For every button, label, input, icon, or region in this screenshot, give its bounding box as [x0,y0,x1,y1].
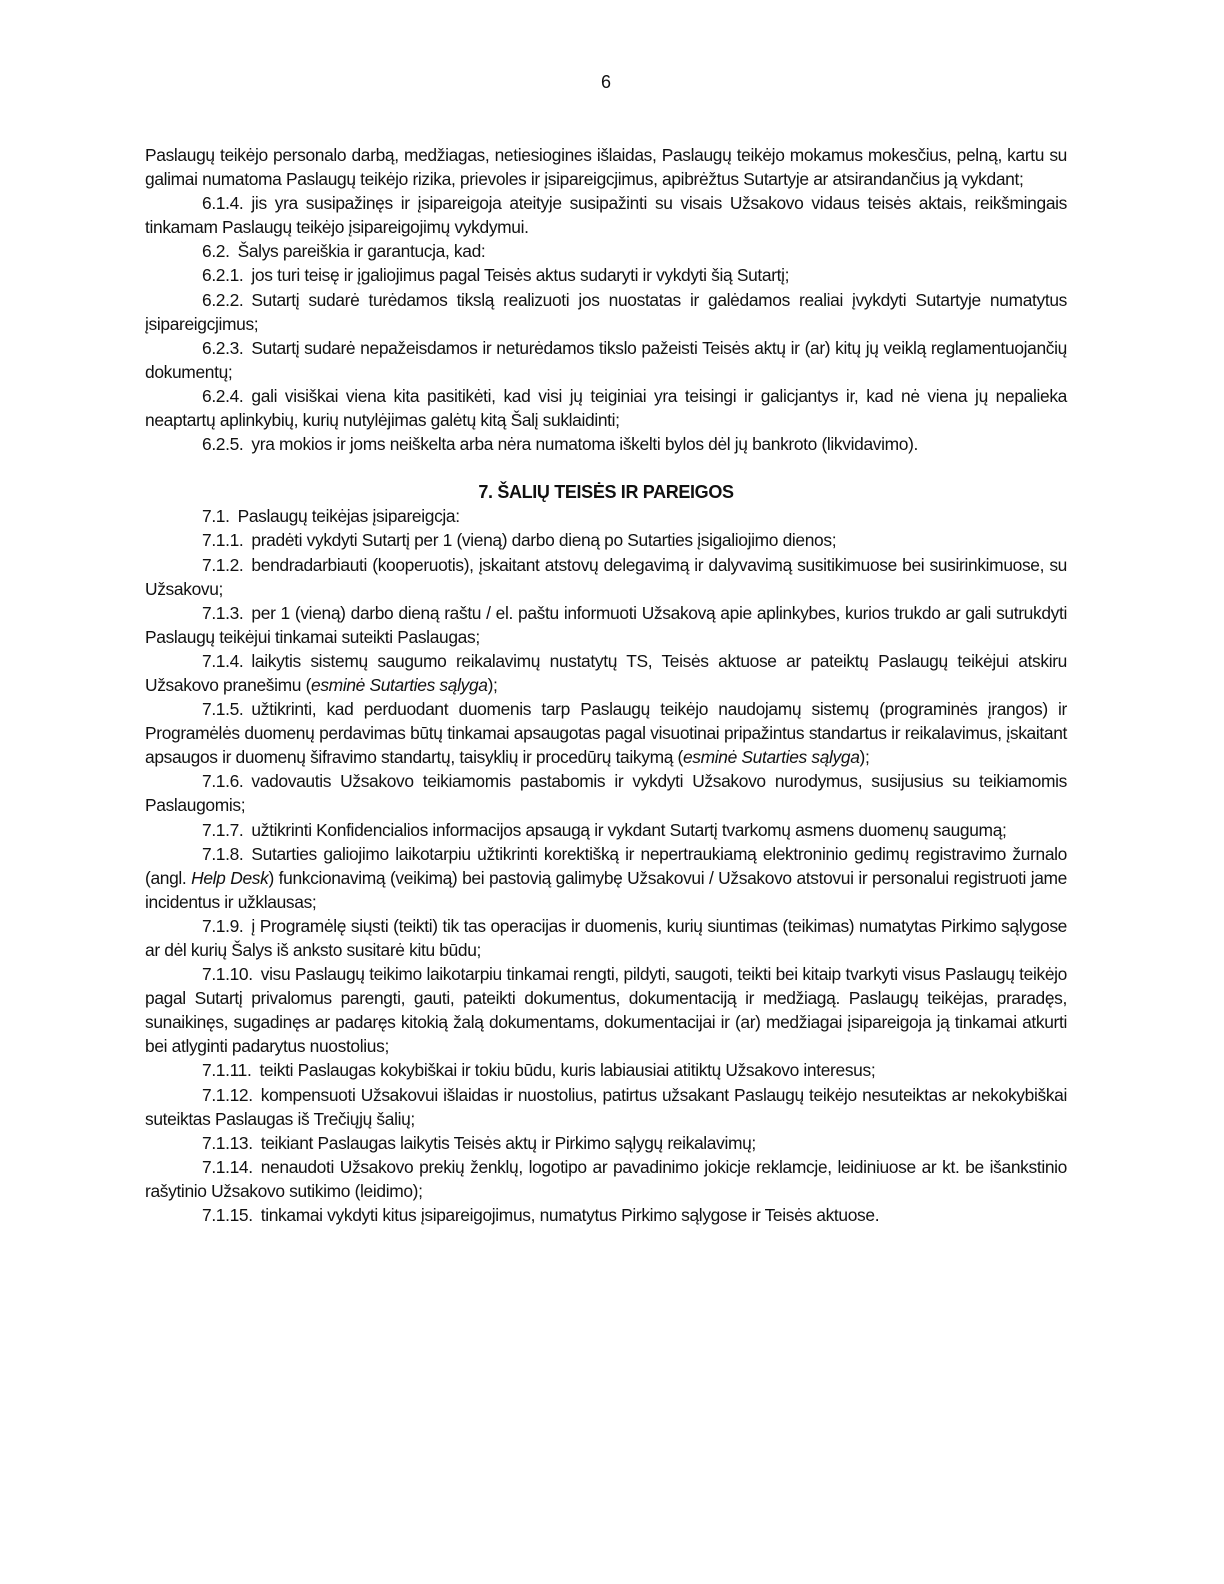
clause-number: 7.1.12. [202,1084,253,1105]
clause-paragraph [145,601,1067,649]
clause-text-italic: esminė Sutarties sąlyga [682,747,860,768]
clause-number: 7.1.2. [202,554,244,575]
clause-text: bendradarbiauti (kooperuotis), įskaitant atstovų delegavimą ir dalyvavimą susitikimuose bei susirinkimuose, su Užsakovu; [145,554,1067,599]
clause-text: Šalys pareiškia ir garantucja, kad: [237,241,486,262]
page-number: 6 [600,72,611,92]
clause-text: Sutartį sudarė turėdamos tikslą realizuoti jos nuostatas ir galėdamos realiai įvykdyti Sutartyje numatytus įsipareigcjimus; [145,289,1067,334]
clause-paragraph [145,143,1067,191]
clause-paragraph [145,962,1067,1058]
clause-text: pradėti vykdyti Sutartį per 1 (vieną) darbo dieną po Sutarties įsigaliojimo dienos; [251,530,837,551]
clause-number: 7.1.9. [202,915,244,936]
clause-paragraph [145,191,1067,239]
clause-number: 6.2.1. [202,265,244,286]
section-6-continuation [145,143,1067,456]
clause-number: 7.1.3. [202,602,244,623]
clause-text: laikytis sistemų saugumo reikalavimų nustatytų TS, Teisės aktuose ar pateiktų Paslaugų teikėjui atskiru Užsakovo pranešimu ( [145,650,1067,695]
clause-number: 7.1.5. [202,699,244,720]
clause-text: tinkamai vykdyti kitus įsipareigojimus, numatytus Pirkimo sąlygose ir Teisės aktuose. [260,1205,880,1226]
clause-number: 7.1.13. [202,1132,253,1153]
document-body [145,143,1067,1227]
clause-text: užtikrinti, kad perduodant duomenis tarp Paslaugų teikėjo naudojamų sistemų (programinės įrangos) ir Programėlės duomenų perdavimas būtų tinkamai apsaugotas pagal visuotinai pripažintus standartus ir reikalavimus, įskaitant apsaugos ir duomenų šifravimo standartų, taisyklių ir procedūrų taikymą ( [145,699,1067,768]
clause-number: 7.1.4. [202,650,244,671]
clause-paragraph [145,1058,1067,1082]
clause-number: 6.2.3. [202,337,244,358]
clause-text-italic: esminė Sutarties sąlyga [311,674,488,695]
clause-paragraph [145,504,1067,528]
clause-text: Paslaugų teikėjo personalo darbą, medžiagas, netiesiogines išlaidas, Paslaugų teikėjo mokamus mokesčius, pelną, kartu su galimai numatoma Paslaugų teikėjo rizika, prievoles ir įsipareigcjimus, apibrėžtus Sutartyje ar atsirandančius ją vykdant; [145,145,1067,190]
clause-text: Sutartį sudarė nepažeisdamos ir neturėdamos tikslo pažeisti Teisės aktų ir (ar) kitų jų veiklą reglamentuojančių dokumentų; [145,337,1067,382]
clause-paragraph [145,553,1067,601]
clause-number: 6.1.4. [202,193,244,214]
clause-number: 7.1.14. [202,1156,253,1177]
clause-number: 6.2.4. [202,385,244,406]
clause-paragraph [145,263,1067,287]
clause-number: 7.1.8. [202,843,244,864]
clause-paragraph [145,239,1067,263]
clause-text: kompensuoti Užsakovui išlaidas ir nuostolius, patirtus užsakant Paslaugų teikėjo nesuteiktas ar nekokybiškai suteiktas Paslaugas iš Trečiųjų šalių; [145,1084,1067,1129]
clause-paragraph [145,769,1067,817]
clause-paragraph [145,914,1067,962]
clause-paragraph [145,842,1067,914]
clause-text: ); [859,747,870,768]
clause-text: yra mokios ir joms neiškelta arba nėra numatoma iškelti bylos dėl jų bankroto (likvidavimo). [251,434,919,455]
section-7 [145,504,1067,1227]
clause-number: 6.2.5. [202,434,244,455]
clause-text: Paslaugų teikėjas įsipareigcja: [237,506,460,527]
clause-text-italic: Help Desk [191,867,269,888]
clause-paragraph [145,1131,1067,1155]
clause-paragraph [145,528,1067,552]
clause-text: vadovautis Užsakovo teikiamomis pastabomis ir vykdyti Užsakovo nurodymus, susijusius su teikiamomis Paslaugomis; [145,771,1067,816]
clause-number: 7.1.15. [202,1205,253,1226]
clause-number: 7.1.1. [202,530,244,551]
clause-text: teikiant Paslaugas laikytis Teisės aktų ir Pirkimo sąlygų reikalavimų; [260,1132,756,1153]
clause-text: nenaudoti Užsakovo prekių ženklų, logotipo ar pavadinimo jokicje reklamcje, leidiniuose ar kt. be išankstinio rašytinio Užsakovo sutikimo (leidimo); [145,1156,1067,1201]
clause-paragraph [145,649,1067,697]
clause-paragraph [145,288,1067,336]
clause-number: 7.1.6. [202,771,244,792]
clause-paragraph [145,336,1067,384]
clause-number: 7.1. [202,506,230,527]
clause-paragraph [145,697,1067,769]
clause-paragraph [145,1155,1067,1203]
clause-number: 7.1.11. [202,1060,252,1081]
clause-number: 7.1.10. [202,964,253,985]
section-heading: 7. ŠALIŲ TEISĖS IR PAREIGOS [478,482,734,503]
clause-paragraph [145,1203,1067,1227]
clause-text: visu Paslaugų teikimo laikotarpiu tinkamai rengti, pildyti, saugoti, teikti bei kitaip tvarkyti visus Paslaugų teikėjo pagal Sutartį privalomus parengti, gauti, pateikti dokumentus, dokumentaciją ir medžiagą. Paslaugų teikėjas, praradęs, sunaikinęs, sugadinęs ar padaręs kitokią žalą dokumentams, dokumentacijai ir (ar) medžiagai įsipareigoja ją tinkamai atkurti bei atlyginti padarytus nuostolius; [145,964,1067,1057]
clause-paragraph [145,818,1067,842]
clause-number: 7.1.7. [202,819,244,840]
clause-text: per 1 (vieną) darbo dieną raštu / el. paštu informuoti Užsakovą apie aplinkybes, kurios trukdo ar gali sutrukdyti Paslaugų teikėjui tinkamai suteikti Paslaugas; [145,602,1067,647]
clause-text: gali visiškai viena kita pasitikėti, kad visi jų teiginiai yra teisingi ir galicjantys ir, kad nė viena jų nepalieka neaptartų aplinkybių, kurių nutylėjimas galėtų kitą Šalį suklaidinti; [145,385,1067,431]
clause-number: 6.2. [202,241,230,262]
clause-text: jos turi teisę ir įgaliojimus pagal Teisės aktus sudaryti ir vykdyti šią Sutartį; [251,265,790,286]
clause-paragraph [145,432,1067,456]
clause-text: ) funkcionavimą (veikimą) bei pastovią galimybę Užsakovui / Užsakovo atstovui ir personalui registruoti jame incidentus ir užklausas; [145,867,1068,912]
clause-text: ); [487,674,498,695]
clause-text: jis yra susipažinęs ir įsipareigoja ateityje susipažinti su visais Užsakovo vidaus teisės aktais, reikšmingais tinkamam Paslaugų teikėjo įsipareigojimų vykdymui. [145,193,1067,238]
clause-number: 6.2.2. [202,289,244,310]
clause-text: Sutarties galiojimo laikotarpiu užtikrinti korektišką ir nepertraukiamą elektroninio gedimų registravimo žurnalo (angl. [145,843,1067,888]
clause-paragraph [145,1083,1067,1131]
clause-text: į Programėlę siųsti (teikti) tik tas operacijas ir duomenis, kurių siuntimas (teikimas) numatytas Pirkimo sąlygose ar dėl kurių Šalys iš anksto susitarė kitu būdu; [145,915,1067,960]
clause-text: teikti Paslaugas kokybiškai ir tokiu būdu, kuris labiausiai atitiktų Užsakovo interesus; [259,1060,876,1081]
clause-text: užtikrinti Konfidencialios informacijos apsaugą ir vykdant Sutartį tvarkomų asmens duomenų saugumą; [251,819,1007,840]
clause-paragraph [145,384,1067,432]
